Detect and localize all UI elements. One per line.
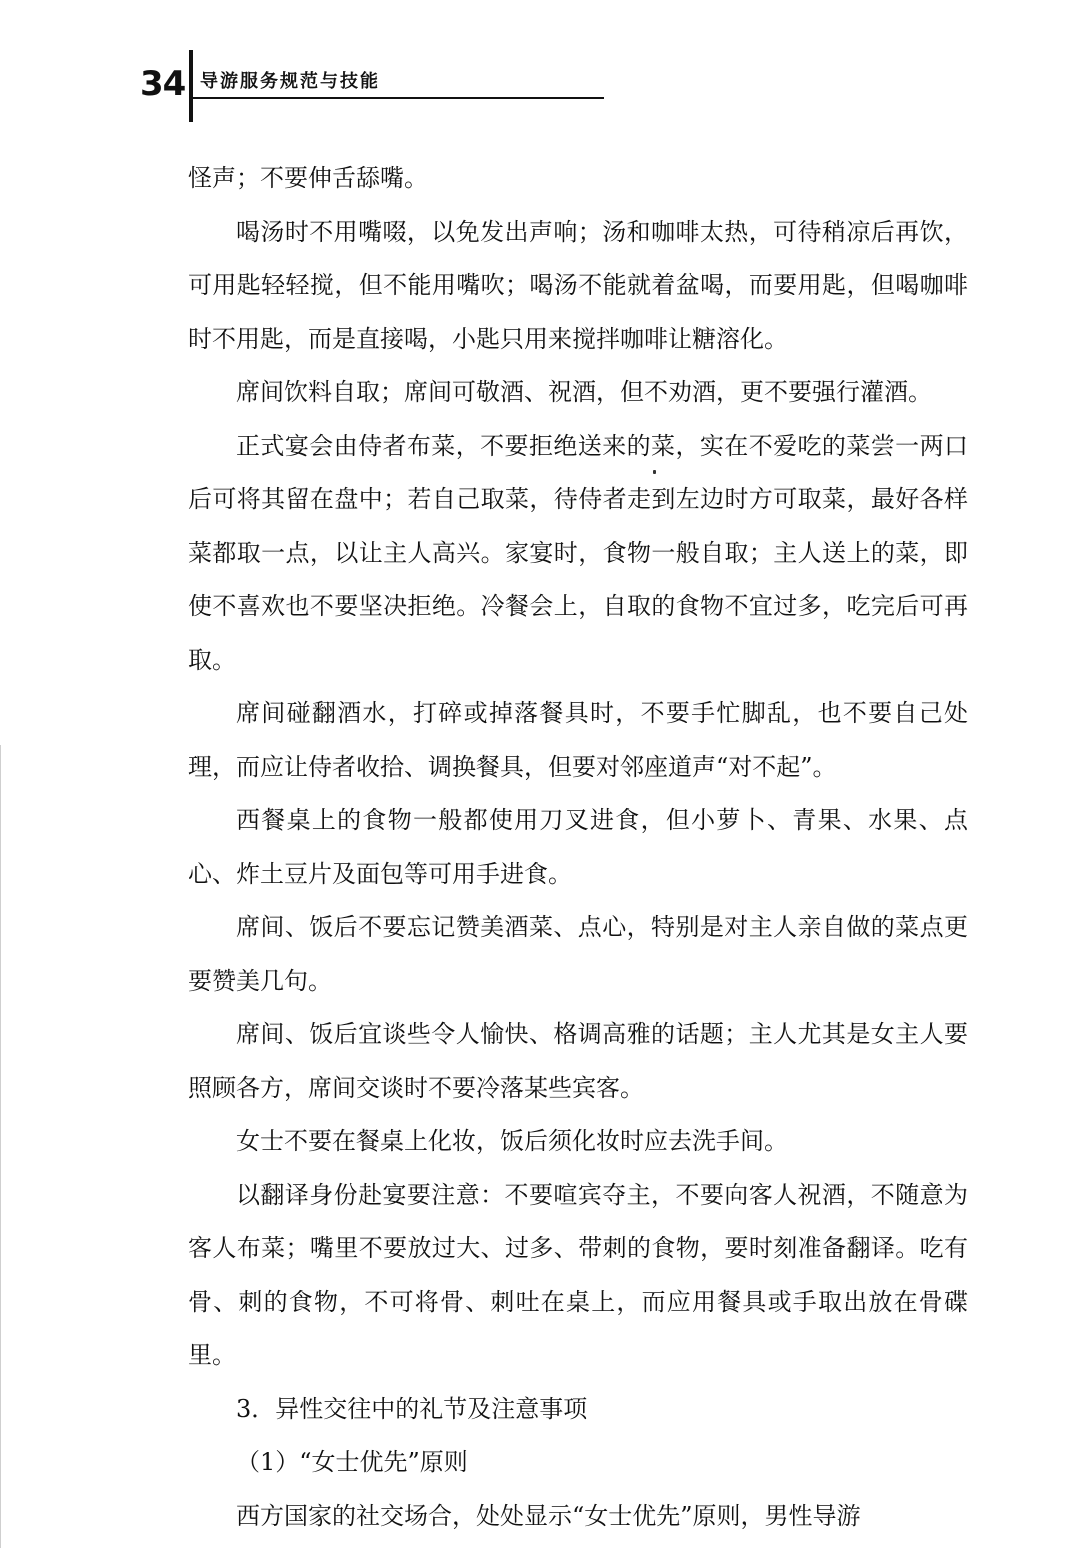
- paragraph: 正式宴会由侍者布菜，不要拒绝送来的菜，实在不爱吃的菜尝一两口后可将其留在盘中；若自己取菜，待侍者走到左边时方可取菜，最好各样菜都取一点，以让主人高兴。家宴时，食物一般自取；主人送上的菜，即使不喜欢也不要坚决拒绝。冷餐会上，自取的食物不宜过多，吃完后可再取。: [188, 431, 968, 674]
- page-number: 34: [140, 64, 186, 104]
- subsection-heading: （1）“女士优先”原则: [236, 1448, 468, 1476]
- paragraph: 喝汤时不用嘴啜，以免发出声响；汤和咖啡太热，可待稍凉后再饮，可用匙轻轻搅，但不能用嘴吹；喝汤不能就着盆喝，而要用匙，但喝咖啡时不用匙，而是直接喝，小匙只用来搅拌咖啡让糖溶化。: [188, 217, 968, 353]
- paragraph: 席间、饭后不要忘记赞美酒菜、点心，特别是对主人亲自做的菜点更要赞美几句。: [188, 913, 968, 995]
- section-heading: 3．异性交往中的礼节及注意事项: [236, 1394, 588, 1423]
- paragraph: 女士不要在餐桌上化妆，饭后须化妆时应去洗手间。: [236, 1127, 788, 1155]
- running-title: 导游服务规范与技能: [200, 71, 380, 92]
- paragraph: 以翻译身份赴宴要注意：不要喧宾夺主，不要向客人祝酒，不随意为客人布菜；嘴里不要放过大、过多、带刺的食物，要时刻准备翻译。吃有骨、刺的食物，不可将骨、刺吐在桌上，而应用餐具或手取出放在骨碟里。: [188, 1180, 968, 1369]
- body-text: [188, 152, 968, 1543]
- paragraph: 席间碰翻酒水，打碎或掉落餐具时，不要手忙脚乱，也不要自己处理，而应让侍者收拾、调换餐具，但要对邻座道声“对不起”。: [188, 699, 968, 781]
- paragraph: 席间饮料自取；席间可敬酒、祝酒，但不劝酒，更不要强行灌酒。: [236, 378, 932, 406]
- page-header: [0, 0, 1080, 130]
- header-rule: [190, 97, 604, 99]
- header-vertical-bar: [189, 50, 193, 122]
- paragraph: 西方国家的社交场合，处处显示“女士优先”原则，男性导游: [236, 1501, 861, 1530]
- scan-margin-line: [0, 745, 1, 1548]
- paragraph: 怪声；不要伸舌舔嘴。: [188, 164, 428, 192]
- paragraph: 席间、饭后宜谈些令人愉快、格调高雅的话题；主人尤其是女主人要照顾各方，席间交谈时不要冷落某些宾客。: [188, 1020, 968, 1102]
- paragraph: 西餐桌上的食物一般都使用刀叉进食，但小萝卜、青果、水果、点心、炸土豆片及面包等可用手进食。: [188, 806, 968, 888]
